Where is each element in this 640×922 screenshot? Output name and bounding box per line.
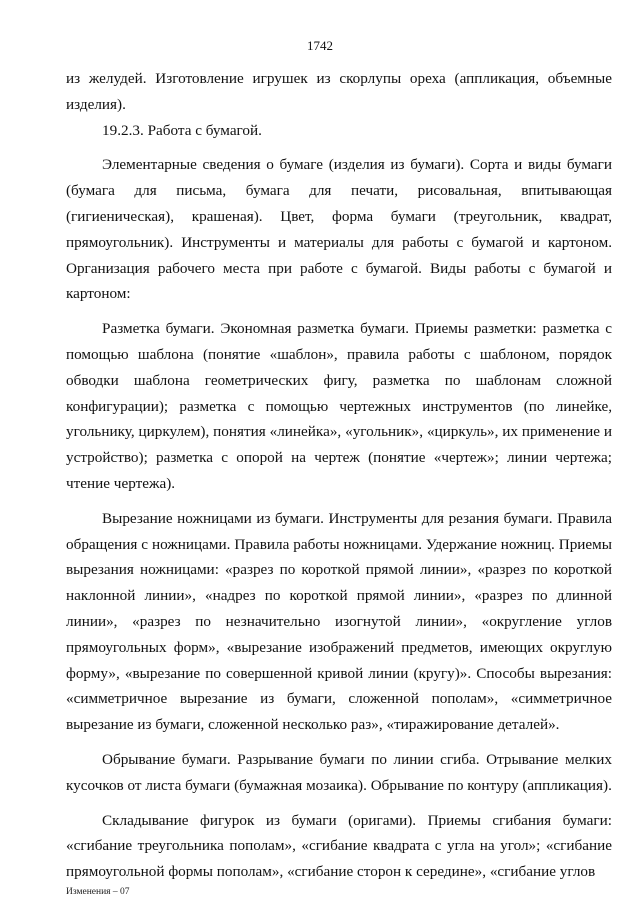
- paragraph-paper-basics: Элементарные сведения о бумаге (изделия из бумаги). Сорта и виды бумаги (бумага для письма, бумага для печати, рисовальная, впитывающая (гигиеническая), крашеная). Цвет, форма бумаги (треугольник, квадрат, прямоугольник). Инструменты и материалы для работы с бумагой и картоном. Организация рабочего места при работе с бумагой. Виды работы с бумагой и картоном:: [66, 156, 612, 303]
- body-text: [66, 66, 612, 885]
- paragraph-marking: Разметка бумаги. Экономная разметка бумаги. Приемы разметки: разметка с помощью шаблона (понятие «шаблон», правила работы с шаблоном, порядок обводки шаблона геометрических фигу, разметка по шаблонам сложной конфигурации); разметка с помощью чертежных инструментов (по линейке, угольнику, циркулем), понятия «линейка», «угольник», «циркуль», их применение и устройство); разметка с опорой на чертеж (понятие «чертеж»; линии чертежа; чтение чертежа).: [66, 320, 612, 492]
- section-heading: 19.2.3. Работа с бумагой.: [102, 121, 262, 139]
- paragraph-continuation: из желудей. Изготовление игрушек из скорлупы ореха (аппликация, объемные изделия).: [66, 70, 612, 113]
- paragraph-tearing: Обрывание бумаги. Разрывание бумаги по линии сгиба. Отрывание мелких кусочков от листа бумаги (бумажная мозаика). Обрывание по контуру (аппликация).: [66, 750, 612, 794]
- paragraph-cutting: Вырезание ножницами из бумаги. Инструменты для резания бумаги. Правила обращения с ножницами. Правила работы ножницами. Удержание ножниц. Приемы вырезания ножницами: «разрез по короткой прямой линии», «разрез по короткой наклонной линии», «надрез по короткой прямой линии», «разрез по длинной линии», «разрез по незначительно изогнутой линии», «округление углов прямоугольных форм», «вырезание изображений предметов, имеющих округлую форму», «вырезание по совершенной кривой линии (кругу)». Способы вырезания: «симметричное вырезание из бумаги, сложенной пополам», «симметричное вырезание из бумаги, сложенной несколько раз», «тиражирование деталей».: [66, 509, 612, 734]
- footer-revision: Изменения – 07: [66, 887, 130, 897]
- paragraph-origami: Складывание фигурок из бумаги (оригами). Приемы сгибания бумаги: «сгибание треугольника пополам», «сгибание квадрата с угла на угол»; «сгибание прямоугольной формы пополам», «сгибание сторон к середине», «сгибание углов: [66, 811, 612, 881]
- page-number: 1742: [307, 38, 333, 53]
